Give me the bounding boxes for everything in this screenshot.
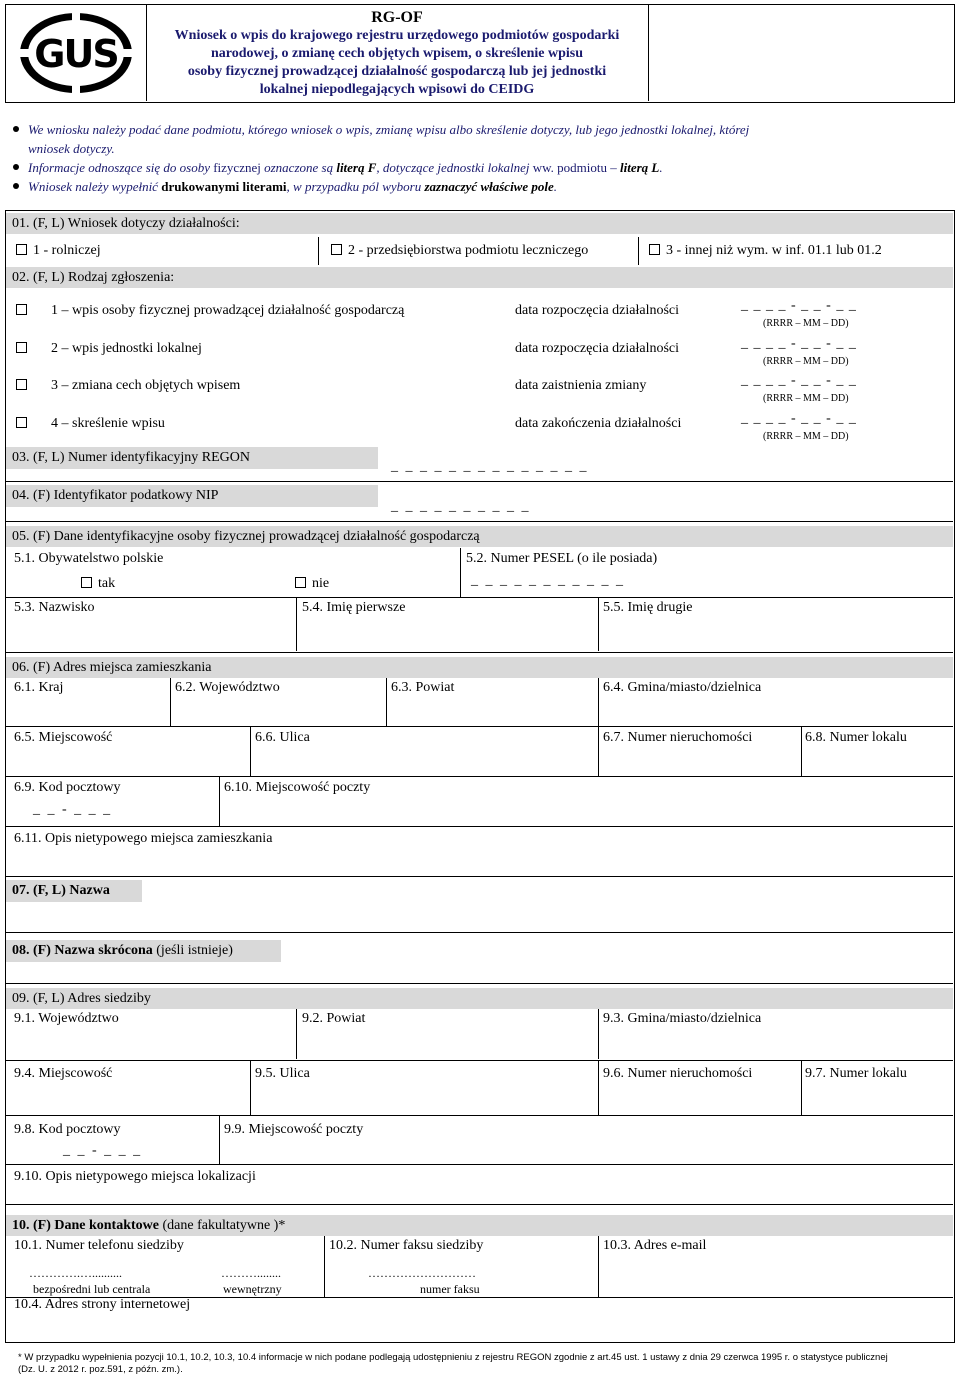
title-line: lokalnej niepodlegających wpisowi do CEIDG <box>259 82 535 97</box>
divider <box>324 1236 325 1298</box>
form-body <box>5 210 955 1343</box>
section-title-note: (jeśli istnieje) <box>152 943 233 958</box>
field-hint: numer faksu <box>420 1282 480 1296</box>
date-field[interactable]: _ _ _ _ - _ _ - _ _ <box>741 373 857 388</box>
form-title <box>146 5 649 101</box>
zgloszenie-row-1[interactable] <box>16 303 404 319</box>
svg-text:GUS: GUS <box>34 32 118 76</box>
divider <box>460 548 461 598</box>
divider <box>638 237 639 265</box>
option-label: 1 - rolniczej <box>33 243 101 258</box>
field-label: 9.6. Numer nieruchomości <box>603 1066 753 1081</box>
checkbox[interactable] <box>649 244 660 255</box>
instruction-text: , dotyczące jednostki lokalnej <box>376 160 530 175</box>
divider <box>6 1164 953 1165</box>
date-label: data zakończenia działalności <box>515 416 682 431</box>
field-label: 10.2. Numer faksu siedziby <box>329 1238 484 1253</box>
pesel-field[interactable]: _ _ _ _ _ _ _ _ _ _ _ <box>471 573 625 588</box>
section-04-header <box>6 485 378 507</box>
instruction-text: – <box>610 160 617 175</box>
phone-main-field[interactable]: ………….….......... <box>29 1266 122 1280</box>
instruction-text: oznaczone są <box>264 160 334 175</box>
option-label: 3 - innej niż wym. w inf. 01.1 lub 01.2 <box>666 243 882 258</box>
field-label: 6.1. Kraj <box>14 680 64 695</box>
nip-field[interactable]: _ _ _ _ _ _ _ _ _ _ <box>391 499 531 514</box>
divider <box>386 678 387 726</box>
zgloszenie-row-3[interactable] <box>16 378 240 394</box>
field-label: 6.10. Miejscowość poczty <box>224 780 371 795</box>
checkbox[interactable] <box>16 342 27 353</box>
option-label: tak <box>98 576 116 591</box>
title-line: narodowej, o zmianę cech objętych wpisem, o skreślenie wpisu <box>210 46 584 61</box>
divider <box>6 652 953 653</box>
field-label: 6.9. Kod pocztowy <box>14 780 121 795</box>
divider <box>598 1009 599 1059</box>
row-label: 4 – skreślenie wpisu <box>51 416 165 431</box>
section-title: 03. (F, L) Numer identyfikacyjny REGON <box>12 450 250 465</box>
instruction-item <box>10 120 930 158</box>
row-label: 3 – zmiana cech objętych wpisem <box>51 378 241 393</box>
instruction-text: We wniosku należy podać dane podmiotu, którego wniosek o wpis, zmianę wpisu albo skreślenie dotyczy, lub jego jednostki lokalnej, której <box>28 122 750 137</box>
checkbox[interactable] <box>295 577 306 588</box>
field-label: 5.1. Obywatelstwo polskie <box>14 551 164 566</box>
field-label: 5.3. Nazwisko <box>14 600 95 615</box>
divider <box>296 597 297 651</box>
divider <box>6 1115 953 1116</box>
instruction-text: wniosek dotyczy. <box>28 141 115 156</box>
instruction-text: literą L <box>620 160 660 175</box>
field-label: 6.11. Opis nietypowego miejsca zamieszkania <box>14 831 273 846</box>
section-06-header <box>6 657 953 678</box>
section-title: 10. (F) Dane kontaktowe <box>12 1218 159 1233</box>
field-label: 5.5. Imię drugie <box>603 600 693 615</box>
field-label: 9.8. Kod pocztowy <box>14 1122 121 1137</box>
divider <box>6 826 953 827</box>
row-label: 2 – wpis jednostki lokalnej <box>51 341 202 356</box>
zgloszenie-row-2[interactable] <box>16 341 202 357</box>
divider <box>6 876 953 877</box>
date-field[interactable]: _ _ _ _ - _ _ - _ _ <box>741 298 857 313</box>
divider <box>6 1204 953 1205</box>
option-label: 2 - przedsiębiorstwa podmiotu leczniczego <box>348 243 589 258</box>
date-label: data rozpoczęcia działalności <box>515 341 680 356</box>
footnote-line: * W przypadku wypełnienia pozycji 10.1, 10.2, 10.3, 10.4 informacje w nich podane podlegają udostępnieniu z rejestru REGON zgodnie z art.45 ust. 1 ustawy z dnia 29 czerwca 1995 r. o statystyce publicznej <box>18 1352 888 1363</box>
divider <box>250 726 251 776</box>
date-hint: (RRRR – MM – DD) <box>763 356 849 367</box>
phone-ext-field[interactable]: ………........ <box>221 1266 281 1280</box>
form-code: RG-OF <box>371 9 423 26</box>
section-title: 06. (F) Adres miejsca zamieszkania <box>12 660 212 675</box>
instruction-text: , w przypadku pól wyboru <box>286 179 422 194</box>
section-09-header <box>6 988 953 1009</box>
section-title: 04. (F) Identyfikator podatkowy NIP <box>12 488 219 503</box>
section-title: 02. (F, L) Rodzaj zgłoszenia: <box>12 270 175 285</box>
divider <box>6 521 953 522</box>
instruction-text: drukowanymi literami <box>161 179 287 194</box>
field-hint: wewnętrzny <box>223 1282 282 1296</box>
divider <box>6 932 953 933</box>
divider <box>250 1060 251 1115</box>
field-label: 6.4. Gmina/miasto/dzielnica <box>603 680 762 695</box>
regon-field[interactable]: _ _ _ _ _ _ _ _ _ _ _ _ _ _ <box>391 459 589 474</box>
divider <box>6 1060 953 1061</box>
field-label: 9.10. Opis nietypowego miejsca lokalizacji <box>14 1169 256 1184</box>
divider <box>219 776 220 826</box>
section-title: 08. (F) Nazwa skrócona <box>12 943 153 958</box>
date-field[interactable]: _ _ _ _ - _ _ - _ _ <box>741 336 857 351</box>
field-label: 6.2. Województwo <box>175 680 280 695</box>
gus-logo <box>6 5 147 101</box>
field-label: 6.8. Numer lokalu <box>805 730 907 745</box>
date-hint: (RRRR – MM – DD) <box>763 393 849 404</box>
divider <box>598 726 599 776</box>
instruction-text: zaznaczyć właściwe pole <box>424 179 554 194</box>
section-title-note: (dane fakultatywne )* <box>159 1218 286 1233</box>
divider <box>6 726 953 727</box>
checkbox[interactable] <box>16 417 27 428</box>
divider <box>170 678 171 726</box>
field-label: 9.9. Miejscowość poczty <box>224 1122 364 1137</box>
divider <box>598 678 599 726</box>
postal-code-field[interactable]: _ _ - _ _ _ <box>63 1143 143 1158</box>
divider <box>6 983 953 984</box>
instruction-text: . <box>659 160 663 175</box>
field-label: 9.4. Miejscowość <box>14 1066 113 1081</box>
instruction-text: ww. podmiotu <box>532 160 608 175</box>
instruction-item <box>10 177 930 196</box>
section-01-header <box>6 213 953 234</box>
postal-code-field[interactable]: _ _ - _ _ _ <box>33 802 113 817</box>
divider <box>6 776 953 777</box>
section-10-header <box>6 1215 953 1236</box>
footnote <box>18 1352 888 1376</box>
divider <box>296 1009 297 1059</box>
footnote-line: (Dz. U. z 2012 r. poz.591, z późn. zm.). <box>18 1364 183 1375</box>
divider <box>318 237 319 265</box>
option-inna[interactable] <box>649 243 882 259</box>
field-label: 6.5. Miejscowość <box>14 730 113 745</box>
field-label: 6.7. Numer nieruchomości <box>603 730 753 745</box>
option-lecznicza[interactable] <box>331 243 588 259</box>
divider <box>6 481 953 482</box>
divider <box>598 597 599 651</box>
field-label: 9.1. Województwo <box>14 1011 119 1026</box>
date-hint: (RRRR – MM – DD) <box>763 431 849 442</box>
instruction-text: fizycznej <box>213 160 261 175</box>
field-label: 5.2. Numer PESEL (o ile posiada) <box>466 551 658 566</box>
instruction-text: Wniosek należy wypełnić <box>28 179 158 194</box>
section-08-header <box>6 940 281 962</box>
section-title: 05. (F) Dane identyfikacyjne osoby fizycznej prowadzącej działalność gospodarczą <box>12 529 480 544</box>
date-label: data rozpoczęcia działalności <box>515 303 680 318</box>
obywatelstwo-nie[interactable] <box>295 576 329 592</box>
zgloszenie-row-4[interactable] <box>16 416 165 432</box>
option-rolnicza[interactable] <box>16 243 101 259</box>
section-07-header <box>6 880 142 902</box>
checkbox[interactable] <box>331 244 342 255</box>
checkbox[interactable] <box>16 244 27 255</box>
section-03-header <box>6 447 378 469</box>
field-label: 9.7. Numer lokalu <box>805 1066 907 1081</box>
row-label: 1 – wpis osoby fizycznej prowadzącej działalność gospodarczą <box>51 303 405 318</box>
field-label: 6.6. Ulica <box>255 730 310 745</box>
section-title: 07. (F, L) Nazwa <box>12 883 110 898</box>
divider <box>6 597 953 598</box>
field-label: 5.4. Imię pierwsze <box>302 600 406 615</box>
divider <box>598 1060 599 1115</box>
instructions <box>10 120 930 196</box>
section-02-header <box>6 267 953 288</box>
instruction-text: literą F <box>336 160 377 175</box>
divider <box>801 1060 802 1115</box>
field-label: 9.3. Gmina/miasto/dzielnica <box>603 1011 762 1026</box>
checkbox[interactable] <box>81 577 92 588</box>
field-label: 10.1. Numer telefonu siedziby <box>14 1238 184 1253</box>
section-title: 01. (F, L) Wniosek dotyczy działalności: <box>12 216 240 231</box>
date-hint: (RRRR – MM – DD) <box>763 318 849 329</box>
instruction-item <box>10 158 930 177</box>
date-field[interactable]: _ _ _ _ - _ _ - _ _ <box>741 411 857 426</box>
instruction-text: . <box>553 179 557 194</box>
gus-logo-icon <box>6 5 146 101</box>
divider <box>598 1236 599 1298</box>
field-label: 10.3. Adres e-mail <box>603 1238 707 1253</box>
field-hint: bezpośredni lub centrala <box>33 1282 151 1296</box>
checkbox[interactable] <box>16 379 27 390</box>
title-line: osoby fizycznej prowadzącej działalność gospodarczą lub jej jednostki <box>187 64 607 79</box>
title-line: Wniosek o wpis do krajowego rejestru urzędowego podmiotów gospodarki <box>174 28 620 43</box>
divider <box>219 1115 220 1164</box>
section-title: 09. (F, L) Adres siedziby <box>12 991 151 1006</box>
obywatelstwo-tak[interactable] <box>81 576 115 592</box>
field-label: 10.4. Adres strony internetowej <box>14 1297 191 1312</box>
form-header <box>5 4 955 103</box>
fax-field[interactable]: ……………………… <box>368 1266 476 1280</box>
option-label: nie <box>312 576 330 591</box>
field-label: 9.5. Ulica <box>255 1066 310 1081</box>
field-label: 6.3. Powiat <box>391 680 455 695</box>
section-05-header <box>6 526 953 547</box>
instruction-text: Informacje odnoszące się do osoby <box>28 160 210 175</box>
divider <box>801 726 802 776</box>
field-label: 9.2. Powiat <box>302 1011 366 1026</box>
date-label: data zaistnienia zmiany <box>515 378 647 393</box>
checkbox[interactable] <box>16 304 27 315</box>
